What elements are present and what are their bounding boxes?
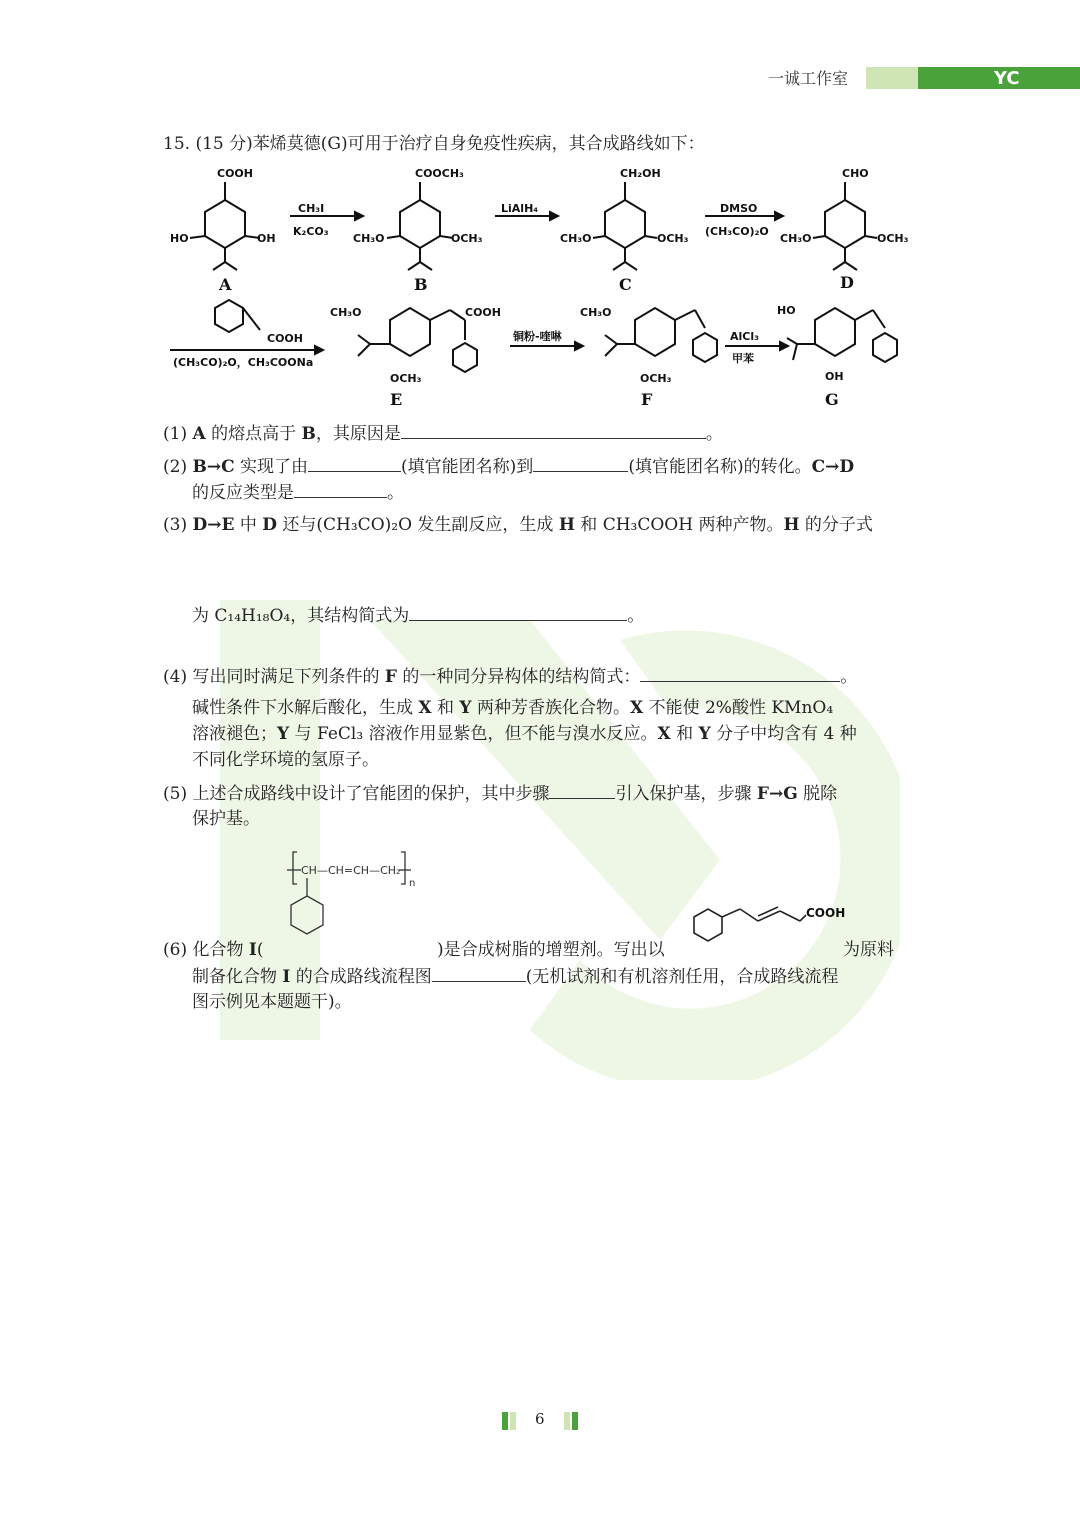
question-intro: 15. (15 分)苯烯莫德(G)可用于治疗自身免疫性疾病，其合成路线如下： [163,134,705,154]
reagent-text: 铜粉-喹啉 [513,330,562,343]
compound-label-g: G [825,390,839,409]
answer-blank[interactable] [401,420,706,439]
reagent-text: (CH₃CO)₂O，CH₃COONa [173,356,314,369]
group-text: COOH [217,167,253,180]
group-text: COOCH₃ [415,167,464,180]
reagent-text: COOH [267,332,303,345]
answer-blank[interactable] [294,479,387,498]
answer-blank[interactable] [549,780,615,799]
reagent-text: (CH₃CO)₂O [705,225,769,238]
polymer-n-text: n [409,878,416,889]
answer-blank[interactable] [640,663,840,682]
ring-a [205,200,245,248]
group-text: OCH₃ [390,372,422,385]
group-text: CH₃O [580,306,612,319]
reagent-text: LiAlH₄ [501,202,539,215]
group-text: OH [825,370,844,383]
group-text: OCH₃ [640,372,672,385]
question-1: (1) A 的熔点高于 B，其原因是 。 [163,420,723,447]
group-text: OCH₃ [451,232,483,245]
group-text: CHO [842,167,869,180]
answer-blank[interactable] [533,453,628,472]
question-4-line2: 碱性条件下水解后酸化，生成 X 和 Y 两种芳香族化合物。X 不能使 2%酸性 KMnO₄ [192,698,834,718]
group-text: OH [257,232,276,245]
reagent-text: K₂CO₃ [293,225,329,238]
question-2-line2: 的反应类型是 。 [192,479,404,506]
group-text: OCH₃ [657,232,689,245]
compound-label-c: C [619,275,632,294]
logo-icon: YC [994,68,1020,89]
question-4-line4: 不同化学环境的氢原子。 [192,750,379,770]
group-text: OCH₃ [877,232,909,245]
answer-blank[interactable] [308,453,401,472]
group-text: CH₃O [330,306,362,319]
group-text: HO [170,232,189,245]
polymer-chain-text: CH—CH=CH—CH₂ [301,864,401,877]
group-text: CH₃O [780,232,812,245]
reagent-text: AlCl₃ [730,330,759,343]
polymer-structure [285,848,425,948]
footer-bar-icon [502,1412,508,1430]
question-6-part3: 为原料 [843,940,894,960]
question-4-line3: 溶液褪色；Y 与 FeCl₃ 溶液作用显紫色，但不能与溴水反应。X 和 Y 分子中均含有 4 种 [192,724,857,744]
answer-blank[interactable] [409,602,627,621]
question-3: (3) D→E 中 D 还与(CH₃CO)₂O 发生副反应，生成 H 和 CH₃COOH 两种产物。H 的分子式 [163,515,873,535]
question-6-line2: 制备化合物 I 的合成路线流程图 (无机试剂和有机溶剂任用，合成路线流程 [192,963,838,990]
group-text: CH₃O [560,232,592,245]
question-6-line3: 图示例见本题题干)。 [192,992,352,1012]
question-6-part2: )是合成树脂的增塑剂。写出以 [437,940,665,960]
compound-label-a: A [219,275,232,294]
raw-material-structure [688,895,848,955]
footer-bar-icon [510,1412,516,1430]
studio-name: 一诚工作室 [768,69,849,88]
header-bar-light [866,67,918,89]
question-2: (2) B→C 实现了由 (填官能团名称)到 (填官能团名称)的转化。C→D [163,453,854,480]
group-text: COOH [465,306,501,319]
compound-label-d: D [840,273,854,292]
synthesis-scheme [165,160,925,410]
page-number: 6 [535,1410,545,1428]
reagent-text: CH₃I [298,202,325,215]
footer-bar-icon [564,1412,570,1430]
question-4: (4) 写出同时满足下列条件的 F 的一种同分异构体的结构简式： 。 [163,663,857,690]
question-5-line2: 保护基。 [192,809,260,829]
answer-blank[interactable] [432,963,526,982]
compound-label-e: E [390,390,403,409]
compound-label-f: F [641,390,653,409]
reagent-text: 甲苯 [732,352,754,365]
group-text: CH₃O [353,232,385,245]
question-6-part1: (6) 化合物 I( [163,940,264,960]
question-5: (5) 上述合成路线中设计了官能团的保护，其中步骤 引入保护基，步骤 F→G 脱除 [163,780,837,807]
group-text: CH₂OH [620,167,661,180]
footer-bar-icon [572,1412,578,1430]
compound-label-b: B [414,275,428,294]
acid-group-text: COOH [806,906,846,920]
reagent-text: DMSO [720,202,758,215]
group-text: HO [777,304,796,317]
question-3-line2: 为 C₁₄H₁₈O₄，其结构简式为 。 [192,602,644,629]
